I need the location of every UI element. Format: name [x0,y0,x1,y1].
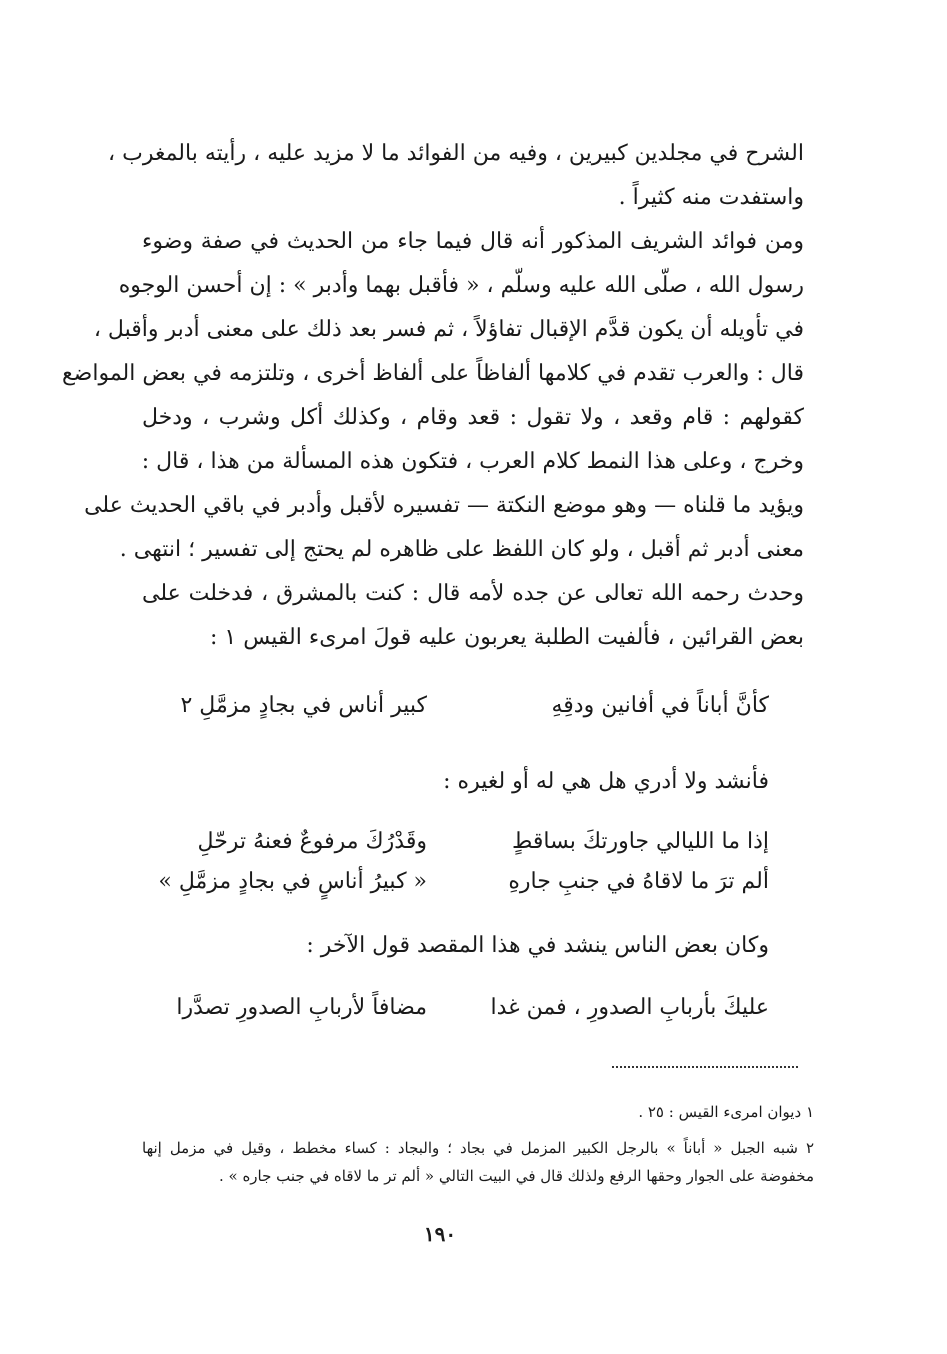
page-number: ١٩٠ [423,1222,457,1246]
text-line: ومن فوائد الشريف المذكور أنه قال فيما جاء من الحديث في صفة وضوء [142,229,804,254]
footnote: ٢ شبه الجبل « أباناً » بالرجل الكبير المزمل في بجاد ؛ والبجاد : كساء مخطط ، وقيل في مزمل إنها [142,1139,814,1157]
footnote: ١ ديوان امرىء القيس : ٢٥ . [638,1103,814,1121]
text-line: في تأويله أن يكون قدَّم الإقبال تفاؤلاً ، ثم فسر بعد ذلك على معنى أدبر وأقبل ، [93,317,804,342]
verse-hemistich-first: ألم ترَ ما لاقاهُ في جنبِ جارهِ [508,869,769,894]
verse-hemistich-second: وقَدْرُكَ مرفوعٌ فعنهُ ترحّلِ [197,829,427,854]
footnote-separator [612,1066,798,1068]
text-line: رسول الله ، صلّى الله عليه وسلّم ، « فأقبل بهما وأدبر » : إن أحسن الوجوه [118,273,804,298]
text-line: قال : والعرب تقدم في كلامها ألفاظاً على ألفاظ أخرى ، وتلتزمه في بعض المواضع [61,361,804,386]
verse-hemistich-first: كأنَّ أباناً في أفانين ودقِهِ [551,693,769,718]
text-line: معنى أدبر ثم أقبل ، ولو كان اللفظ على ظاهره لم يحتج إلى تفسير ؛ انتهى . [119,537,804,562]
text-line: كقولهم : قام وقعد ، ولا تقول : قعد وقام ، وكذلك أكل وشرب ، ودخل [142,405,804,430]
text-line: وكان بعض الناس ينشد في هذا المقصد قول الآخر : [306,933,769,958]
text-line: بعض القرائين ، فألفيت الطلبة يعربون عليه قولَ امرىء القيس ١ : [210,625,804,650]
text-line: وحدث رحمه الله تعالى عن جده لأمه قال : كنت بالمشرق ، فدخلت على [142,581,804,606]
text-line: ويؤيد ما قلناه — وهو موضع النكتة — تفسيره لأقبل وأدبر في باقي الحديث على [84,493,804,518]
text-line: وخرج ، وعلى هذا النمط كلام العرب ، فتكون هذه المسألة من هذا ، قال : [141,449,804,474]
footnote: مخفوضة على الجوار وحقها الرفع ولذلك قال في البيت التالي « ألم تر ما لاقاه في جنب جاره » . [218,1167,814,1185]
text-line: الشرح في مجلدين كبيرين ، وفيه من الفوائد ما لا مزيد عليه ، رأيته بالمغرب ، [108,141,804,166]
text-line: فأنشد ولا أدري هل هي له أو لغيره : [443,769,769,794]
verse-hemistich-second: « كبيرُ أناسٍ في بجادٍ مزمَّلِ » [158,869,427,894]
verse-hemistich-first: عليكَ بأربابِ الصدورِ ، فمن غدا [490,995,769,1020]
verse-hemistich-second: مضافاً لأربابِ الصدورِ تصدَّرا [176,995,427,1020]
verse-hemistich-first: إذا ما الليالي جاورتكَ بساقطٍ [511,829,769,854]
text-line: واستفدت منه كثيراً . [618,185,804,210]
verse-hemistich-second: كبير أناس في بجادٍ مزمَّلِ ٢ [180,693,427,718]
